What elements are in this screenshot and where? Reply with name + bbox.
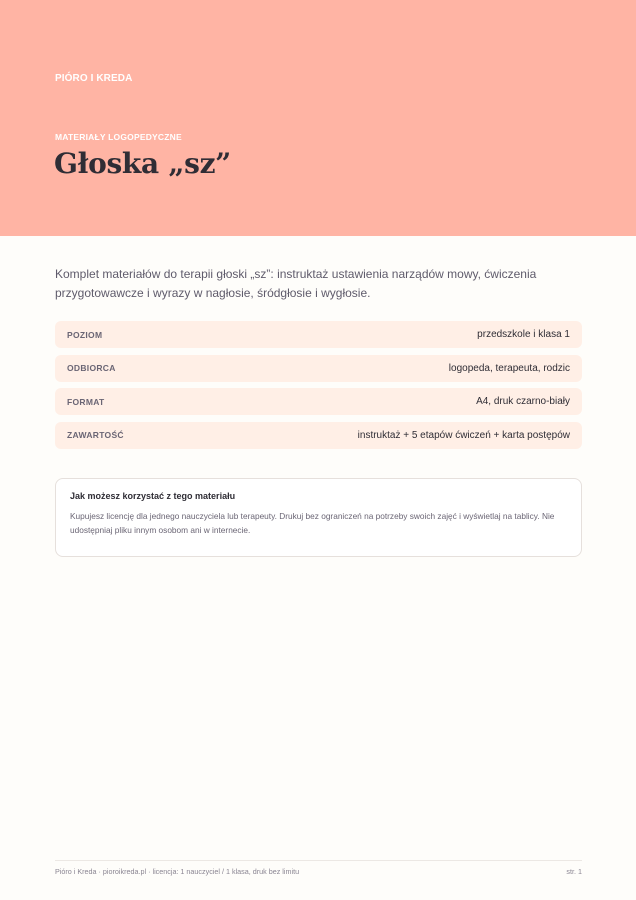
meta-row-audience [55, 355, 582, 382]
meta-value: logopeda, terapeuta, rodzic [448, 362, 570, 374]
meta-key: ODBIORCA [67, 363, 116, 373]
license-box [55, 478, 582, 557]
meta-row-format [55, 388, 582, 415]
license-body: Kupujesz licencję dla jednego nauczyciela lub terapeuty. Drukuj bez ograniczeń na potrzeby swoich zajęć i wyświetlaj na tablicy. Nie udostępniaj pliku innym osobom ani w internecie. [70, 511, 555, 535]
meta-key: POZIOM [67, 329, 103, 340]
meta-row-level [55, 321, 582, 348]
meta-value: A4, druk czarno-biały [476, 396, 570, 407]
meta-value: przedszkole i klasa 1 [477, 329, 570, 340]
footer-info: Pióro i Kreda · pioroikreda.pl · licencja: 1 nauczyciel / 1 klasa, druk bez limitu [55, 867, 300, 876]
page-title: Głoska „sz” [54, 147, 231, 180]
page-footer [55, 860, 582, 876]
page-number: str. 1 [566, 867, 582, 876]
category-label: MATERIAŁY LOGOPEDYCZNE [55, 132, 182, 142]
brand-name: PIÓRO I KREDA [55, 73, 133, 84]
intro-text: Komplet materiałów do terapii głoski „sz”: instruktaż ustawienia narządów mowy, ćwiczenia przygotowawcze i wyrazy w nagłosie, śródgłosie i wygłosie. [55, 267, 537, 300]
license-title: Jak możesz korzystać z tego materiału [70, 491, 236, 501]
meta-key: ZAWARTOŚĆ [67, 430, 124, 440]
meta-table [55, 321, 582, 455]
meta-key: FORMAT [67, 396, 105, 407]
header-banner [0, 0, 636, 236]
meta-value: instruktaż + 5 etapów ćwiczeń + karta postępów [357, 429, 570, 441]
meta-row-contents [55, 422, 582, 449]
